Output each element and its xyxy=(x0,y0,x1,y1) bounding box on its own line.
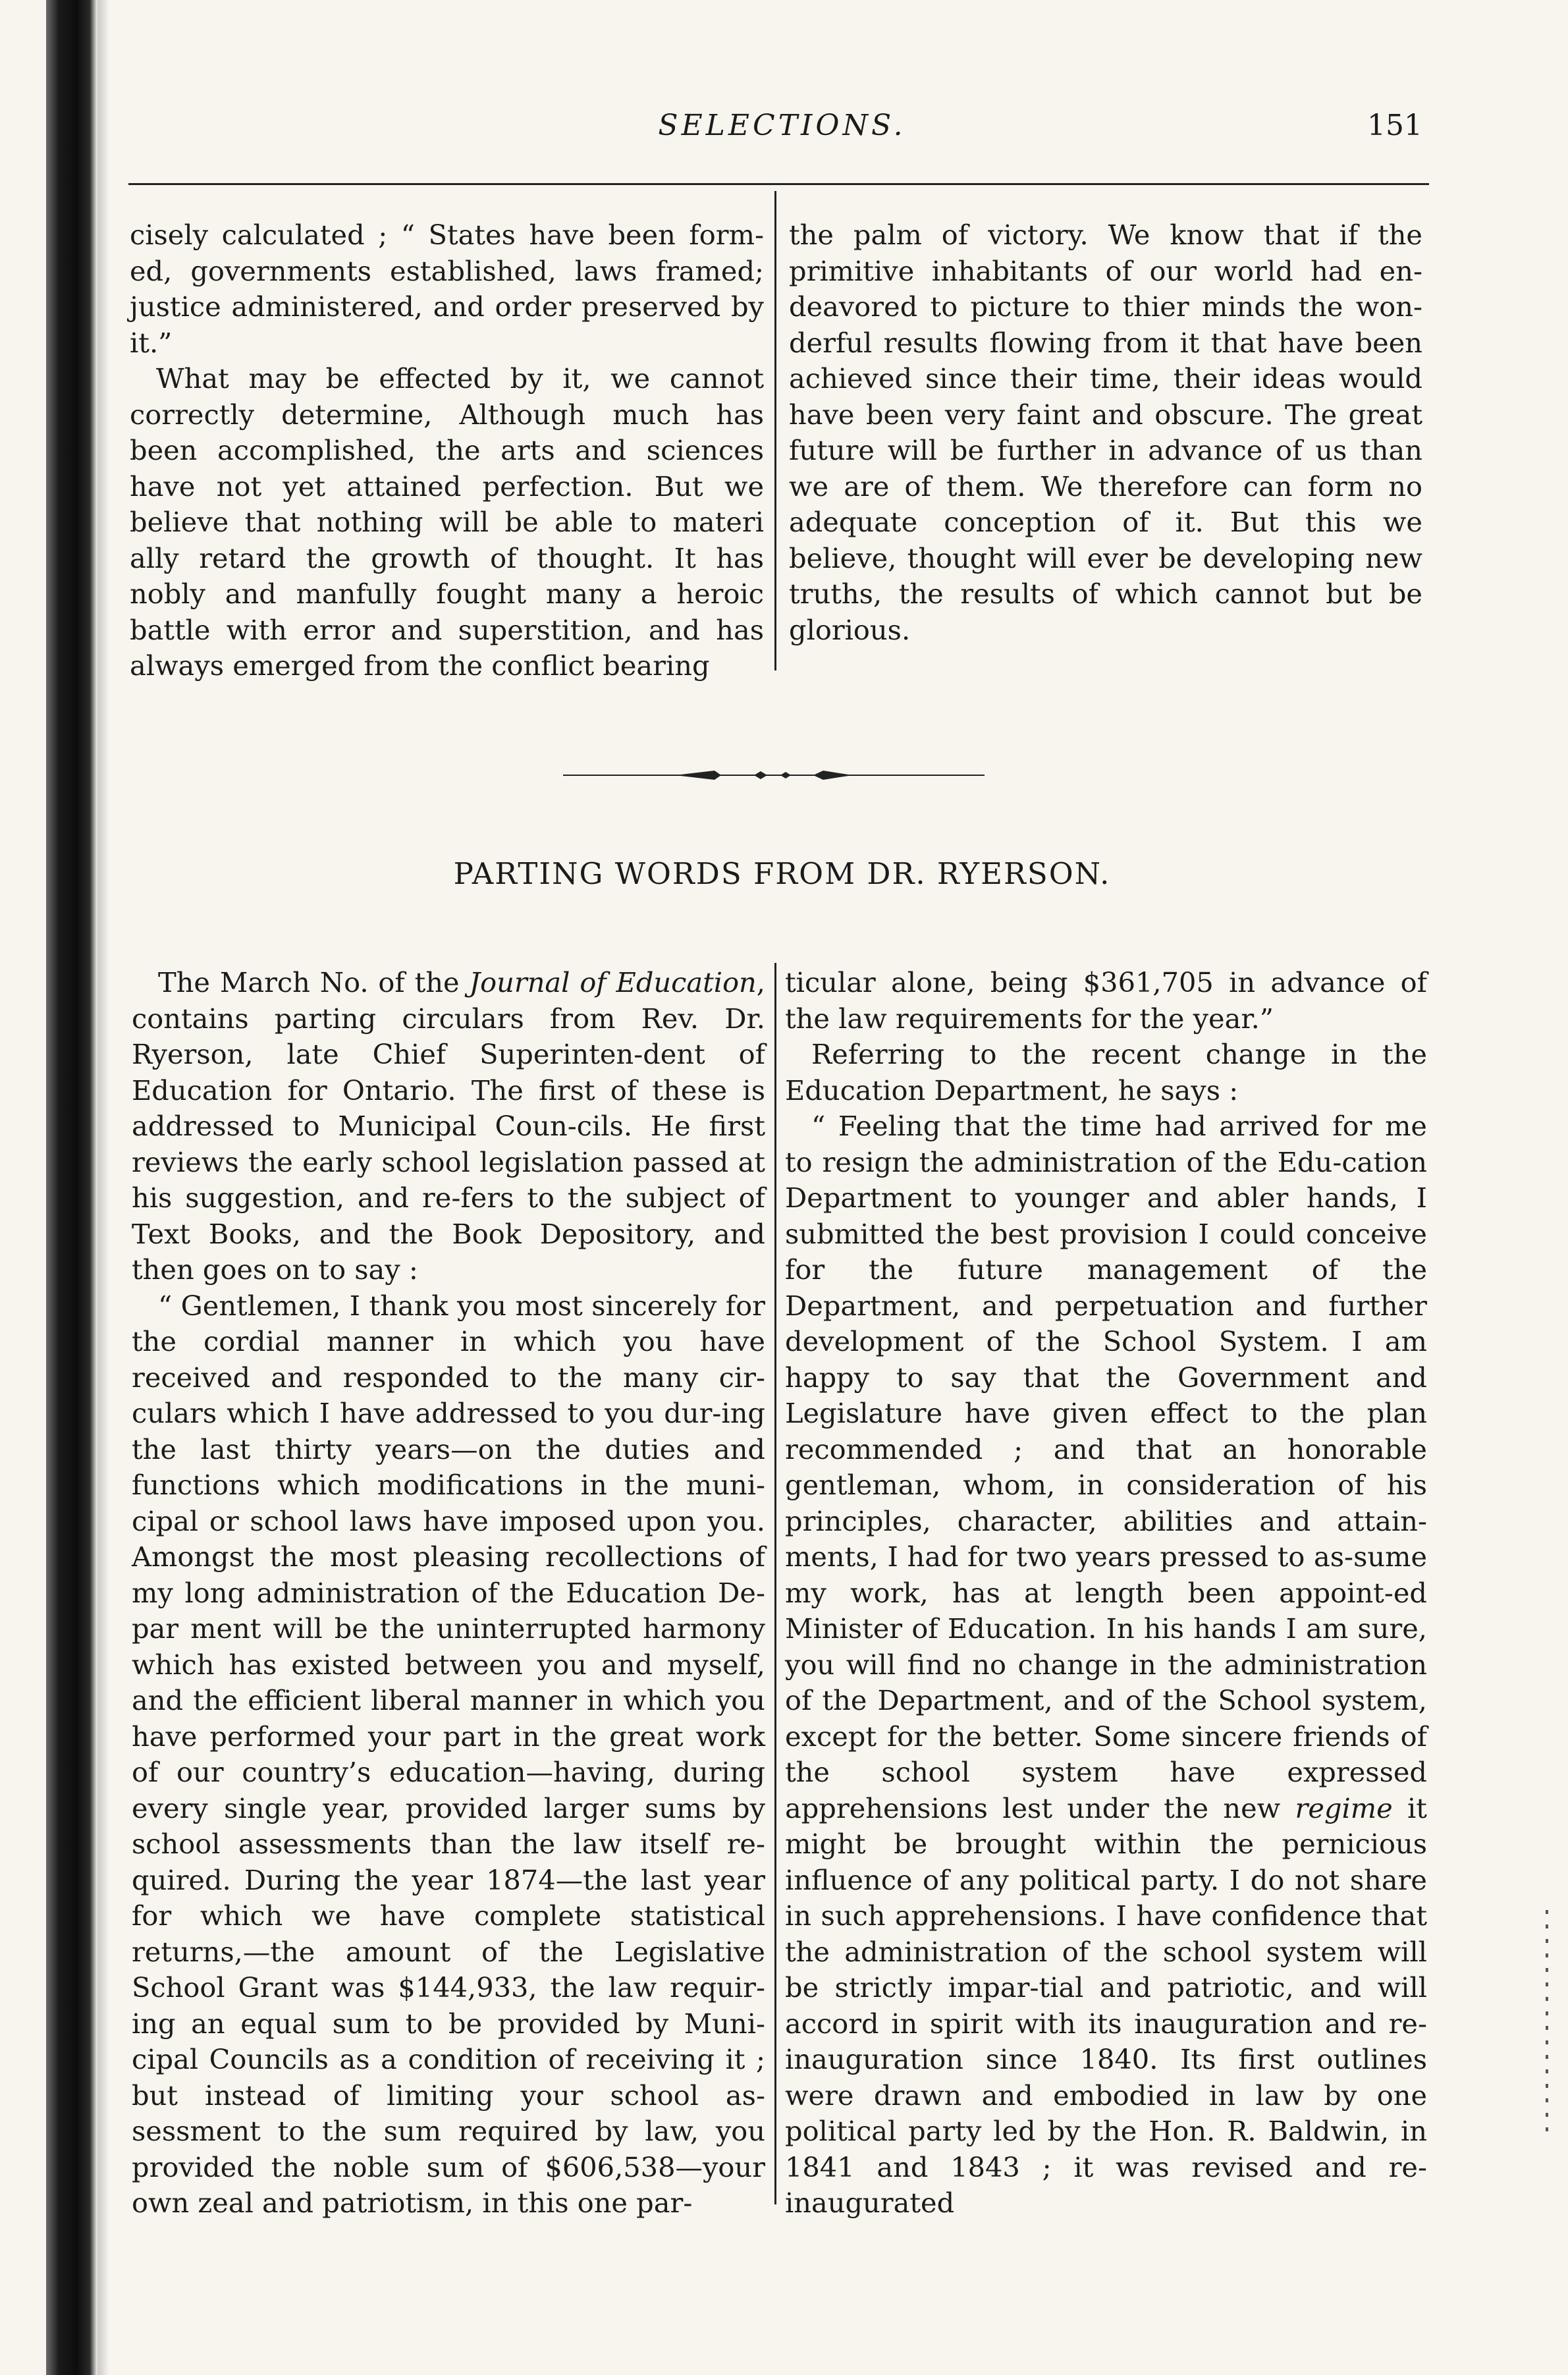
paragraph: ticular alone, being $361,705 in advance of the law requirements for the year.” xyxy=(785,966,1427,1035)
paragraph: “ Gentlemen, I thank you most sincerely for the cordial manner in which you have received and responded to the many cir-culars which I have addressed to you dur-ing the last thirty years—on the duties and functions which modifications in the muni-cipal or school laws have imposed upon you. Amongst the most pleasing recollections of my long administration of the Education De-par ment will be the uninterrupted harmony which has existed between you and myself, and the efficient liberal manner in which you have performed your part in the great work of our country’s education—having, during every single year, provided larger sums by school assessments than the law itself re-quired. During the year 1874—the last year for which we have complete statistical returns,—the amount of the Legislative School Grant was $144,933, the law requir-ing an equal sum to be provided by Muni-cipal Councils as a condition of receiving it ; but instead of limiting your school as-sessment to the sum required by law, you provided the noble sum of $606,538—your own zeal and patriotism, in this one par- xyxy=(132,1289,765,2219)
top-right-column xyxy=(789,217,1422,648)
page-binding-edge xyxy=(46,0,97,2375)
regime-word: regime xyxy=(1295,1791,1393,1824)
page-header xyxy=(128,109,1436,155)
running-head: SELECTIONS. xyxy=(658,109,906,142)
page-number: 151 xyxy=(1367,109,1422,142)
text-run: The March No. of the xyxy=(158,966,470,998)
article-right-column xyxy=(785,965,1427,2222)
column-divider xyxy=(774,963,776,2204)
top-left-column xyxy=(130,217,764,684)
header-rule xyxy=(128,183,1429,185)
article-title: PARTING WORDS FROM DR. RYERSON. xyxy=(453,856,1111,891)
margin-mark xyxy=(1546,1910,1548,2134)
binding-shadow xyxy=(97,0,109,2375)
paragraph: the palm of victory. We know that if the primitive inhabitants of our world had en-deavored to picture to thier minds the won-derful results flowing from it that have been achieved since their time, their ideas would have been very faint and obscure. The great future will be further in advance of us than we are of them. We therefore can form no adequate conception of it. But this we believe, thought will ever be developing new truths, the results of which cannot but be glorious. xyxy=(789,219,1422,646)
paragraph: Referring to the recent change in the Education Department, he says : xyxy=(785,1038,1427,1106)
paragraph xyxy=(132,965,765,1288)
section-ornament xyxy=(563,765,985,785)
text-run: it might be brought within the pernicious influence of any political party. I do not share in such apprehensions. I have confidence that the administration of the school system will be strictly impar-tial and patriotic, and will accord in spirit with its inauguration and re-inauguration since 1840. Its first outlines were drawn and embodied in law by one political party led by the Hon. R. Baldwin, in 1841 and 1843 ; it was revised and re-inaugurated xyxy=(785,1791,1427,2219)
paragraph: cisely calculated ; “ States have been form-ed, governments established, laws framed; justice administered, and order preserved by it.” xyxy=(130,219,764,359)
journal-title: Journal of Education xyxy=(469,966,757,998)
text-run: “ Feeling that the time had arrived for me to resign the administration of the Edu-cation Department to younger and abler hands, I submitted the best provision I could conceive for the future management of the Department, and perpetuation and further development of the School System. I am happy to say that the Government and Legislature have given effect to the plan recommended ; and that an honorable gentleman, whom, in consideration of his principles, character, abilities and attain-ments, I had for two years pressed to as-sume my work, has at length been appoint-ed Minister of Education. In his hands I am sure, you will find no change in the administration of the Department, and of the School system, except for the better. Some sincere friends of the school system have expressed apprehensions lest under the new xyxy=(785,1110,1427,1824)
paragraph xyxy=(785,1108,1427,2222)
text-run: , contains parting circulars from Rev. Dr. Ryerson, late Chief Superinten-dent of Education for Ontario. The first of these is addressed to Municipal Coun-cils. He first reviews the early school legislation passed at his suggestion, and re-fers to the subject of Text Books, and the Book Depository, and then goes on to say : xyxy=(132,966,765,1286)
paragraph: What may be effected by it, we cannot correctly determine, Although much has been accomplished, the arts and sciences have not yet attained perfection. But we believe that nothing will be able to materi ally retard the growth of thought. It has nobly and manfully fought many a heroic battle with error and superstition, and has always emerged from the conflict bearing xyxy=(130,362,764,682)
column-divider xyxy=(774,191,776,670)
article-left-column xyxy=(132,965,765,2222)
